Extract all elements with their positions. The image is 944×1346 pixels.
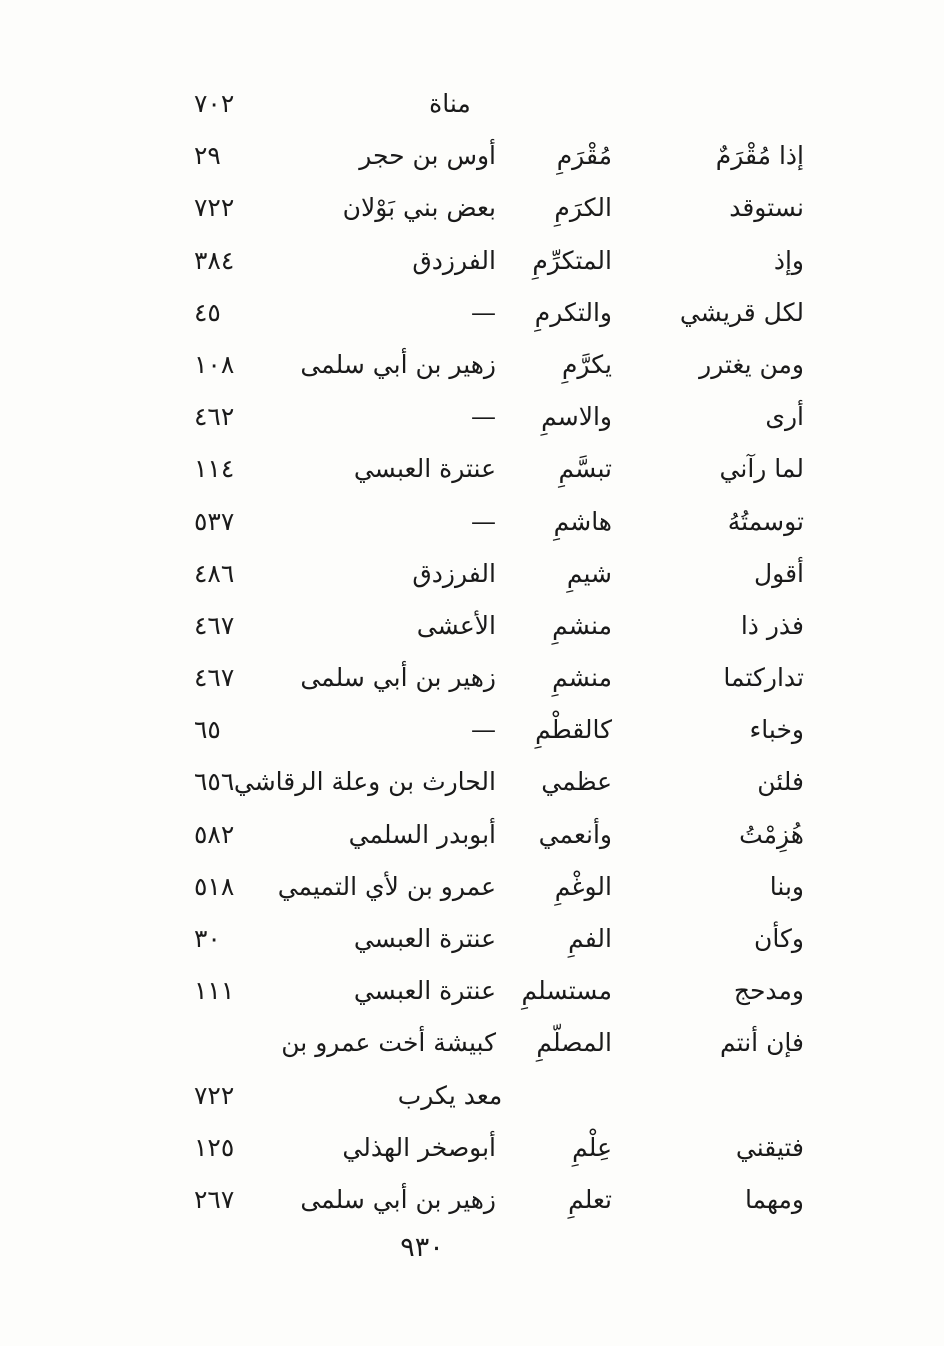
rhyme-word: منشمِ <box>552 663 612 693</box>
verse-opening-word: أقول <box>754 558 804 588</box>
page-reference: ٧٠٢ <box>194 89 235 118</box>
index-row <box>0 182 944 234</box>
verse-opening-word: لكل قريشي <box>679 297 804 327</box>
page-reference: ٤٨٦ <box>194 558 235 588</box>
rhyme-word: هاشمِ <box>553 506 612 536</box>
verse-opening-word: فتيقني <box>735 1132 804 1162</box>
poet-name: مناة <box>429 89 471 118</box>
page-reference: ١١١ <box>194 976 235 1006</box>
page-reference: ٤٦٧ <box>194 610 235 640</box>
page-reference: ١٠٨ <box>194 349 235 379</box>
rhyme-word: مستسلمِ <box>521 976 612 1006</box>
poet-name: عنترة العبسي <box>353 976 496 1006</box>
rhyme-word: شيمِ <box>566 558 612 588</box>
rhyme-word: يكرَّمِ <box>561 349 612 379</box>
verse-opening-word: وخباء <box>749 715 804 745</box>
page-reference: ٣٠ <box>194 924 221 953</box>
page-reference: ٤٦٢ <box>194 402 235 432</box>
page-reference: ٧٢٢ <box>194 1080 235 1110</box>
index-row <box>0 600 944 652</box>
page-reference: ٦٥٦ <box>194 767 235 797</box>
rhyme-word: عِلْمِ <box>572 1132 612 1162</box>
rhyme-word: عظمي <box>541 767 612 797</box>
index-row <box>0 287 944 339</box>
rhyme-word: كالقطْمِ <box>535 715 612 745</box>
page-reference: ٢٦٧ <box>194 1184 235 1214</box>
rhyme-word: والتكرمِ <box>534 297 612 327</box>
page-number: ٩٣٠ <box>400 1232 444 1263</box>
verse-opening-word: وإذ <box>773 245 804 275</box>
page-reference: ٤٥ <box>194 297 221 327</box>
poet-name: — <box>471 506 496 536</box>
verse-opening-word: ومن يغترر <box>699 349 804 379</box>
page-reference: ٥١٨ <box>194 871 235 901</box>
poet-name: أبوبدر السلمي <box>348 819 496 849</box>
index-row <box>0 339 944 391</box>
verse-opening-word: نستوقد <box>729 193 804 223</box>
index-row <box>0 496 944 548</box>
verse-opening-word: وكأن <box>754 924 804 953</box>
rhyme-word: المصلّمِ <box>536 1028 612 1058</box>
poet-name: أوس بن حجر <box>359 141 496 171</box>
index-row <box>0 1017 944 1069</box>
index-row <box>0 704 944 756</box>
verse-opening-word: وبنا <box>769 871 804 901</box>
poet-name: الحارث بن وعلة الرقاشي <box>233 767 496 797</box>
poet-name: عمرو بن لأي التميمي <box>277 871 496 901</box>
poet-name: الفرزدق <box>412 558 496 588</box>
rhyme-word: المتكرِّمِ <box>532 245 612 275</box>
verse-opening-word: أرى <box>765 402 804 432</box>
index-row <box>0 78 944 130</box>
index-row <box>0 1070 944 1122</box>
poet-name: معد يكرب <box>397 1080 503 1110</box>
rhyme-word: الوغْمِ <box>554 871 612 901</box>
verse-opening-word: إذا مُقْرَمٌ <box>715 141 804 171</box>
poet-name: الأعشى <box>416 610 496 640</box>
rhyme-word: والاسمِ <box>541 402 612 432</box>
page-reference: ٤٦٧ <box>194 663 235 693</box>
verse-opening-word: فإن أنتم <box>720 1028 804 1058</box>
rhyme-index-table <box>0 78 944 1226</box>
index-row <box>0 235 944 287</box>
page-reference: ٥٨٢ <box>194 819 235 849</box>
verse-opening-word: فذر ذا <box>740 610 804 640</box>
poet-name: بعض بني بَوْلان <box>342 193 496 223</box>
page-reference: ٢٩ <box>194 141 221 171</box>
page-reference: ٣٨٤ <box>194 245 235 275</box>
poet-name: عنترة العبسي <box>353 924 496 953</box>
poet-name: — <box>471 297 496 327</box>
poet-name: عنترة العبسي <box>353 454 496 484</box>
poet-name: زهير بن أبي سلمى <box>300 349 496 379</box>
rhyme-word: منشمِ <box>552 610 612 640</box>
poet-name: زهير بن أبي سلمى <box>300 663 496 693</box>
index-row <box>0 913 944 965</box>
poet-name: كبيشة أخت عمرو بن <box>281 1028 496 1058</box>
verse-opening-word: ومدحج <box>733 976 804 1006</box>
index-row <box>0 652 944 704</box>
verse-opening-word: فلئن <box>757 767 804 797</box>
rhyme-word: مُقْرَمِ <box>556 141 612 171</box>
index-row <box>0 756 944 808</box>
poet-name: — <box>471 715 496 745</box>
index-row <box>0 1174 944 1226</box>
verse-opening-word: توسمتُهُ <box>727 506 804 536</box>
index-row <box>0 861 944 913</box>
rhyme-word: الكرَمِ <box>554 193 612 223</box>
poet-name: الفرزدق <box>412 245 496 275</box>
rhyme-word: وأنعمي <box>538 819 612 849</box>
rhyme-word: تعلمِ <box>568 1184 612 1214</box>
index-row <box>0 391 944 443</box>
poet-name: أبوصخر الهذلي <box>342 1132 496 1162</box>
index-row <box>0 548 944 600</box>
verse-opening-word: لما رآني <box>719 454 804 484</box>
page-reference: ٦٥ <box>194 715 221 745</box>
verse-opening-word: هُزِمْتُ <box>739 819 804 849</box>
page-reference: ١١٤ <box>194 454 235 484</box>
page-reference: ١٢٥ <box>194 1132 235 1162</box>
rhyme-word: تبسَّمِ <box>558 454 612 484</box>
verse-opening-word: تداركتما <box>723 663 804 693</box>
index-row <box>0 1122 944 1174</box>
poet-name: — <box>471 402 496 432</box>
page-reference: ٧٢٢ <box>194 193 235 223</box>
index-row <box>0 809 944 861</box>
index-row <box>0 443 944 495</box>
poet-name: زهير بن أبي سلمى <box>300 1184 496 1214</box>
rhyme-word: الفمِ <box>568 924 612 953</box>
index-row <box>0 130 944 182</box>
page-reference: ٥٣٧ <box>194 506 235 536</box>
verse-opening-word: ومهما <box>744 1184 804 1214</box>
index-row <box>0 965 944 1017</box>
